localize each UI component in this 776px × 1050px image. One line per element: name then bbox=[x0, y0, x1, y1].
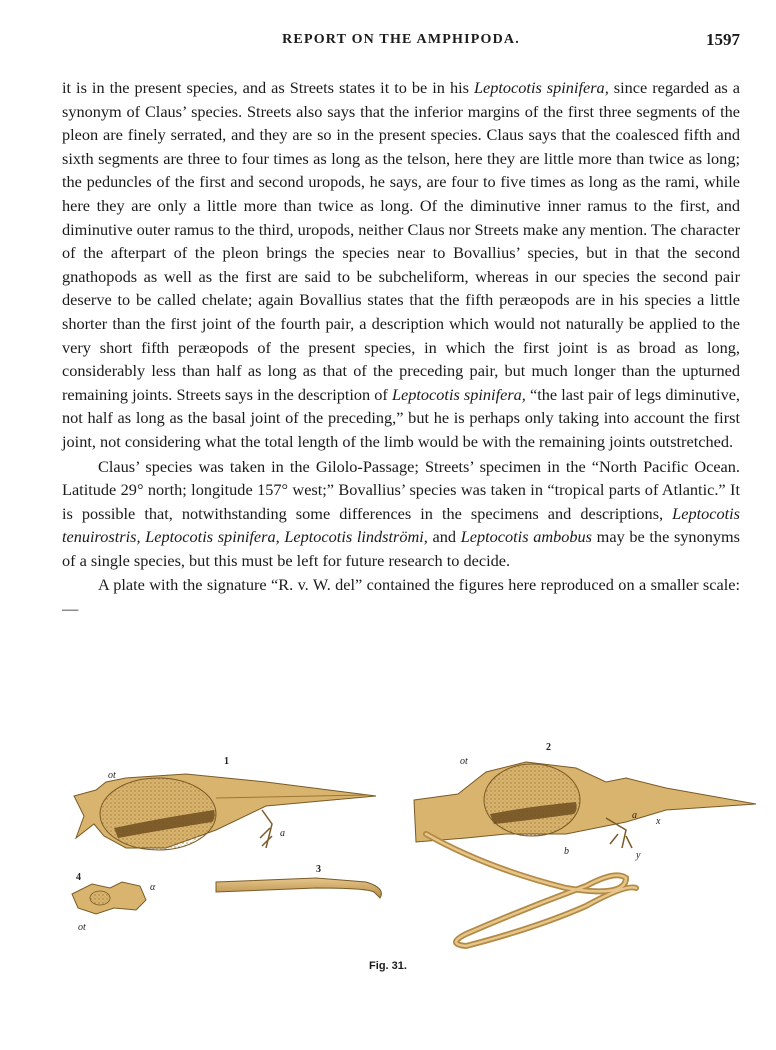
fig4-number: 4 bbox=[76, 872, 81, 883]
figure-4-part bbox=[72, 882, 146, 914]
figure-3-rod bbox=[216, 878, 381, 898]
text-run: may be the synonyms of a single species, but this must be left for future research to decide. bbox=[62, 527, 740, 570]
body-text bbox=[62, 76, 740, 621]
fig2-label-y: y bbox=[636, 850, 641, 861]
figure-2-head bbox=[414, 762, 756, 946]
figure-illustration bbox=[66, 738, 756, 988]
text-run: since regarded as a synonym of Claus’ species. Streets also says that the inferior margins of the first three segments of the pleon are finely serrated, and they are so in the present species. Claus says that the coalesced fifth and sixth segments are three to four times as long as the telson, here they are little more than twice as long; the peduncles of the first and second uropods, he says, are four to five times as long as the rami, while here they are only a little more than twice as long. Of the diminutive inner ramus to the first, and diminutive outer ramus to the third, uropods, neither Claus nor Streets make any mention. The character of the afterpart of the pleon brings the species near to Bovallius’ species, but in that the second gnathopods as well as the first are said to be subcheliform, whereas in our species the second pair deserve to be called chelate; again Bovallius states that the fifth peræopods are in his species a little shorter than the first joint of the fourth pair, a description which would not naturally be applied to the very short fifth peræopods of the present species, in which the first joint is as broad as long, considerably less than half as long as that of the preceding pair, but much longer than the upturned remaining joints. Streets says in the description of bbox=[62, 78, 740, 404]
text-run: A plate with the signature “R. v. W. del” contained the figures here reproduced on a smaller scale:— bbox=[62, 575, 740, 619]
text-run: Claus’ species was taken in the Gilolo-Passage; Streets’ specimen in the “North Pacific Ocean. Latitude 29° north; longitude 157° west;” Bovallius’ species was taken in “tropical parts of Atlantic.” It is possible that, notwithstanding some differences in the specimens and descriptions, bbox=[62, 456, 740, 523]
fig2-label-a: a bbox=[632, 810, 637, 821]
fig4-label-ot: ot bbox=[78, 922, 86, 933]
running-head-title: REPORT ON THE AMPHIPODA. bbox=[282, 32, 520, 47]
text-run: and bbox=[427, 527, 461, 547]
running-head bbox=[62, 32, 740, 52]
italic-taxon-name: Leptocotis spinifera, bbox=[391, 384, 526, 404]
paragraph-2 bbox=[62, 455, 740, 573]
fig1-label-ot: ot bbox=[108, 770, 116, 781]
fig2-label-ot: ot bbox=[460, 756, 468, 767]
fig1-label-a: a bbox=[280, 828, 285, 839]
fig3-number: 3 bbox=[316, 864, 321, 875]
fig4-label-alpha: α bbox=[150, 882, 156, 893]
italic-taxon-name: Leptocotis spinifera, bbox=[473, 78, 609, 97]
fig2-label-b: b bbox=[564, 846, 569, 857]
figure-caption: Fig. 31. bbox=[369, 960, 407, 972]
figure-1-head bbox=[74, 774, 376, 850]
text-run: it is in the present species, and as Streets states it to be in his bbox=[62, 78, 474, 97]
text-run: “the last pair of legs diminutive, not half as long as the basal joint of the preceding,” but he is perhaps only taking into account the first joint, not considering what the total length of the limb would be with the remaining joints outstretched. bbox=[62, 384, 741, 451]
fig2-number: 2 bbox=[546, 742, 551, 753]
fig2-label-x: x bbox=[656, 816, 661, 827]
paragraph-1 bbox=[62, 76, 740, 454]
paragraph-3 bbox=[62, 573, 740, 620]
figure-31 bbox=[66, 738, 756, 988]
fig1-number: 1 bbox=[224, 756, 229, 767]
italic-taxon-name: Leptocotis tenuirostris, Leptocotis spinifera, Leptocotis lindströmi, bbox=[62, 503, 740, 547]
italic-taxon-name: Leptocotis ambobus bbox=[460, 527, 593, 547]
page-number: 1597 bbox=[706, 30, 740, 49]
